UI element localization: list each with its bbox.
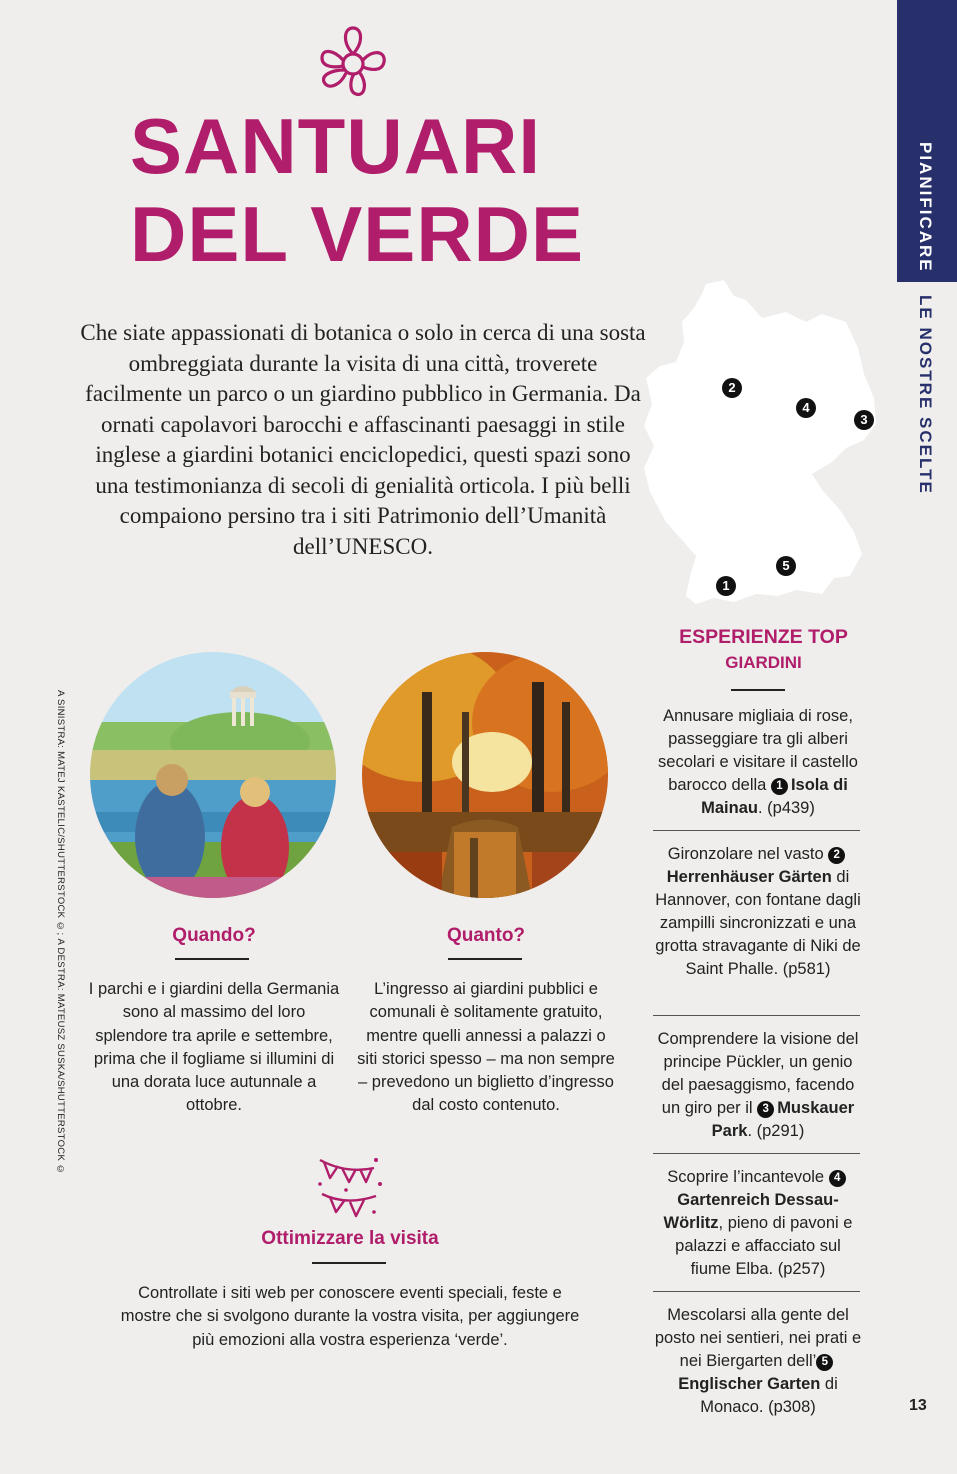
map-marker-3: 3	[854, 410, 874, 430]
park-photo	[90, 652, 336, 898]
map-marker-5: 5	[776, 556, 796, 576]
autumn-forest-photo	[362, 652, 608, 898]
experience-2-page: di Hannover, con fontane dagli zampilli sincronizzati e una grotta stravagante di Niki de Saint Phalle. (p581)	[655, 868, 861, 978]
cost-rule	[448, 958, 522, 960]
title-line-1: SANTUARI	[130, 102, 541, 190]
map-marker-2: 2	[722, 378, 742, 398]
map-marker-1: 1	[716, 576, 736, 596]
experience-item-4	[653, 1166, 863, 1281]
experience-3-place: Muskauer Park	[711, 1099, 855, 1140]
number-3-icon: 3	[757, 1101, 774, 1118]
experience-4-page: , pieno di pavoni e palazzi e affacciato sul fiume Elba. (p257)	[675, 1214, 853, 1278]
number-5-icon: 5	[816, 1354, 833, 1371]
number-4-icon: 4	[829, 1170, 846, 1187]
optimize-text: Controllate i siti web per conoscere eventi speciali, feste e mostre che si svolgono durante la vostra visita, per aggiungere più emozioni alla vostra esperienza ‘verde’.	[120, 1284, 580, 1349]
top-experiences-heading	[651, 624, 876, 675]
page-number: 13	[909, 1397, 927, 1414]
experience-item-5	[653, 1304, 863, 1419]
photo-credit	[54, 690, 66, 1175]
when-heading: Quando?	[172, 925, 256, 946]
photo-credit-line-1: A SINISTRA: MATEJ KASTELIC/SHUTTERSTOCK ©;	[55, 690, 66, 936]
experience-5-page: di Monaco. (p308)	[700, 1375, 838, 1416]
experience-1-page: . (p439)	[757, 799, 815, 817]
experience-5-text: Mescolarsi alla gente del posto nei sentieri, nei prati e nei Biergarten dell’	[654, 1306, 862, 1370]
experience-1-text: Annusare migliaia di rose, passeggiare tra gli alberi secolari e visitare il castello barocco della	[658, 707, 858, 794]
number-1-icon: 1	[771, 778, 788, 795]
cost-heading: Quanto?	[446, 925, 526, 946]
top-heading-rule	[731, 689, 785, 691]
optimize-heading: Ottimizzare la visita	[261, 1228, 439, 1249]
when-rule	[175, 958, 249, 960]
experience-3-page: . (p291)	[747, 1122, 805, 1140]
experience-2-place: Herrenhäuser Gärten	[666, 868, 832, 886]
subsection-label: LE NOSTRE SCELTE	[916, 295, 935, 495]
experience-divider	[653, 1153, 860, 1154]
number-2-icon: 2	[828, 847, 845, 864]
page-title	[130, 102, 650, 278]
experience-divider	[653, 1291, 860, 1292]
germany-map	[636, 278, 886, 608]
experience-4-text: Scoprire l’incantevole	[667, 1168, 825, 1186]
experience-item-1	[653, 705, 863, 820]
experience-item-2	[653, 843, 863, 981]
title-line-2: DEL VERDE	[130, 190, 584, 278]
flower-icon	[318, 22, 388, 100]
when-text: I parchi e i giardini della Germania sono al massimo del loro splendore tra aprile e settembre, prima che il fogliame si illumini di una dorata luce autunnale a ottobre.	[88, 980, 340, 1115]
top-heading-line-2: GIARDINI	[725, 653, 802, 672]
experience-3-text: Comprendere la visione del principe Pückler, un genio del paesaggismo, facendo un giro per il	[657, 1030, 859, 1117]
experience-5-place: Englischer Garten	[678, 1375, 821, 1393]
experience-item-3	[653, 1028, 863, 1143]
optimize-rule	[312, 1262, 386, 1264]
side-section-tab	[897, 0, 957, 282]
experience-2-text: Gironzolare nel vasto	[667, 845, 824, 863]
experience-1-place: Isola di Mainau	[701, 776, 848, 817]
bunting-icon	[316, 1156, 382, 1220]
experience-divider	[653, 1015, 860, 1016]
germany-map-shape	[636, 278, 886, 608]
photo-credit-line-2: A DESTRA: MATEUSZ SUSKA/SHUTTERSTOCK ©	[55, 938, 66, 1176]
experience-divider	[653, 830, 860, 831]
cost-text: L’ingresso ai giardini pubblici e comunali è solitamente gratuito, mentre quelli annessi a palazzi o siti storici spesso – ma non sempre – prevedono un biglietto d’ingresso dal costo contenuto.	[357, 980, 615, 1115]
intro-paragraph: Che siate appassionati di botanica o solo in cerca di una sosta ombreggiata durante la visita di una città, troverete facilmente un parco o un giardino pubblico in Germania. Da ornati capolavori barocchi e affascinanti paesaggi in stile inglese a giardini botanici enciclopedici, questi spazi sono una testimonianza di secoli di genialità orticola. I più belli compaiono persino tra i siti Patrimonio dell’Umanità dell’UNESCO.	[80, 320, 646, 559]
map-marker-4: 4	[796, 398, 816, 418]
section-label: PIANIFICARE	[916, 142, 935, 273]
experience-4-place: Gartenreich Dessau-Wörlitz	[663, 1191, 839, 1232]
top-heading-line-1: ESPERIENZE TOP	[679, 626, 848, 648]
